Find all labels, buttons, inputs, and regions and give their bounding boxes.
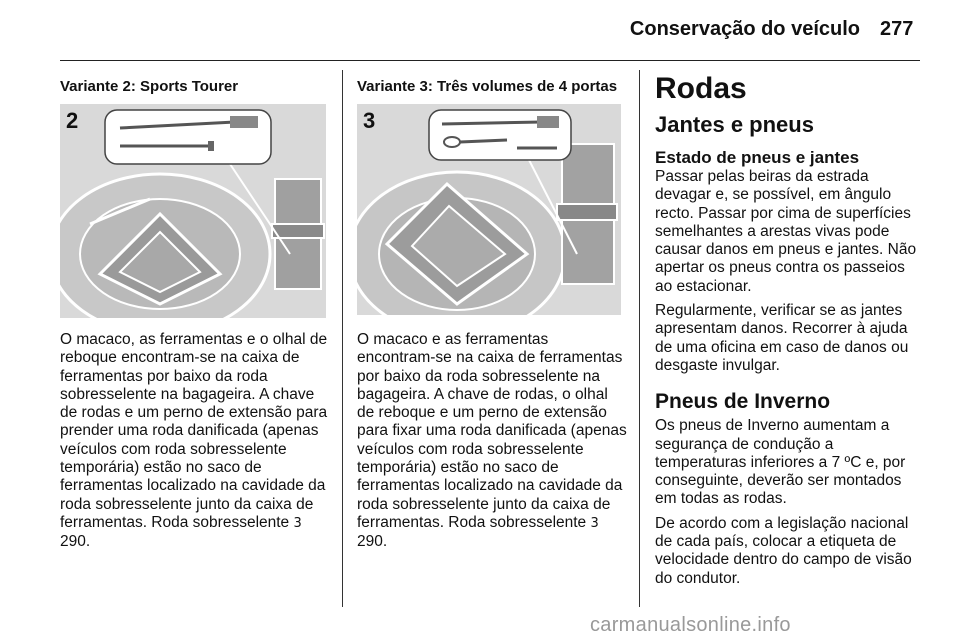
- page-number: 277: [880, 18, 914, 40]
- page-reference: 290.: [357, 533, 388, 551]
- figure-caption-variant-3: Variante 3: Três volumes de 4 portas: [357, 78, 618, 95]
- watermark: carmanualsonline.info: [590, 614, 791, 636]
- spare-wheel-tools-illustration: [357, 104, 621, 315]
- figure-sports-tourer: [60, 104, 326, 318]
- figure-number: 3: [363, 108, 376, 133]
- page-reference-icon: 3: [293, 515, 302, 531]
- heading-estado-pneus: Estado de pneus e jantes: [655, 148, 860, 167]
- page-header-title: Conservação do veículo: [629, 18, 860, 40]
- left-column-text: [60, 331, 332, 558]
- column-divider-right: [639, 70, 640, 607]
- figure-caption-variant-2: Variante 2: Sports Tourer: [60, 78, 239, 95]
- paragraph-variant-3: O macaco e as ferramentas encontram-se na caixa de ferramentas por baixo da roda sobresselente na bagageira. A chave de rodas, o olhal de reboque e um perno de extensão para fixar uma roda danificada (apenas veículos com roda sobresselente temporária) estão no saco de ferramentas localizado na cavidade da roda sobresselente junto da caixa de ferramentas. Roda sobresselente 3 290.: [357, 331, 627, 551]
- paragraph-inverno-2: De acordo com a legislação nacional de cada país, colocar a etiqueta de velocidade dentro do campo de visão do condutor.: [655, 514, 912, 587]
- paragraph-estado-1: Passar pelas beiras da estrada devagar e, se possível, em ângulo recto. Passar por cima de superfícies semelhantes a arestas vivas pode causar danos em pneus e jantes. Não apertar os pneus contra os passeios ao estacionar.: [655, 168, 917, 295]
- page-reference: 290.: [60, 533, 91, 551]
- middle-column: [357, 78, 627, 96]
- column-divider-left: [342, 70, 343, 607]
- paragraph-estado-2: Regularmente, verificar se as jantes apresentam danos. Recorrer à ajuda de uma oficina em caso de danos ou desgaste invulgar.: [655, 302, 909, 374]
- paragraph-variant-2: O macaco, as ferramentas e o olhal de reboque encontram-se na caixa de ferramentas por baixo da roda sobresselente na bagageira. A chave de rodas e um perno de extensão para prender uma roda danificada (apenas veículos com roda sobresselente temporária) estão no saco de ferramentas localizado na cavidade da roda sobresselente junto da caixa de ferramentas. Roda sobresselente 3 290.: [60, 331, 328, 551]
- left-column: [60, 78, 326, 96]
- right-column: [655, 72, 923, 594]
- heading-jantes-e-pneus: Jantes e pneus: [655, 112, 814, 137]
- heading-pneus-inverno: Pneus de Inverno: [655, 390, 831, 414]
- figure-three-volume: [357, 104, 621, 315]
- spare-wheel-tools-illustration: [60, 104, 326, 318]
- figure-number: 2: [66, 108, 79, 133]
- paragraph-inverno-1: Os pneus de Inverno aumentam a segurança de condução a temperaturas inferiores a 7 ºC e, por conseguinte, deverão ser montados em todas as rodas.: [655, 417, 906, 508]
- page-reference-icon: 3: [590, 515, 599, 531]
- middle-column-text: [357, 331, 627, 558]
- header-divider: [60, 60, 920, 61]
- heading-rodas: Rodas: [655, 72, 747, 105]
